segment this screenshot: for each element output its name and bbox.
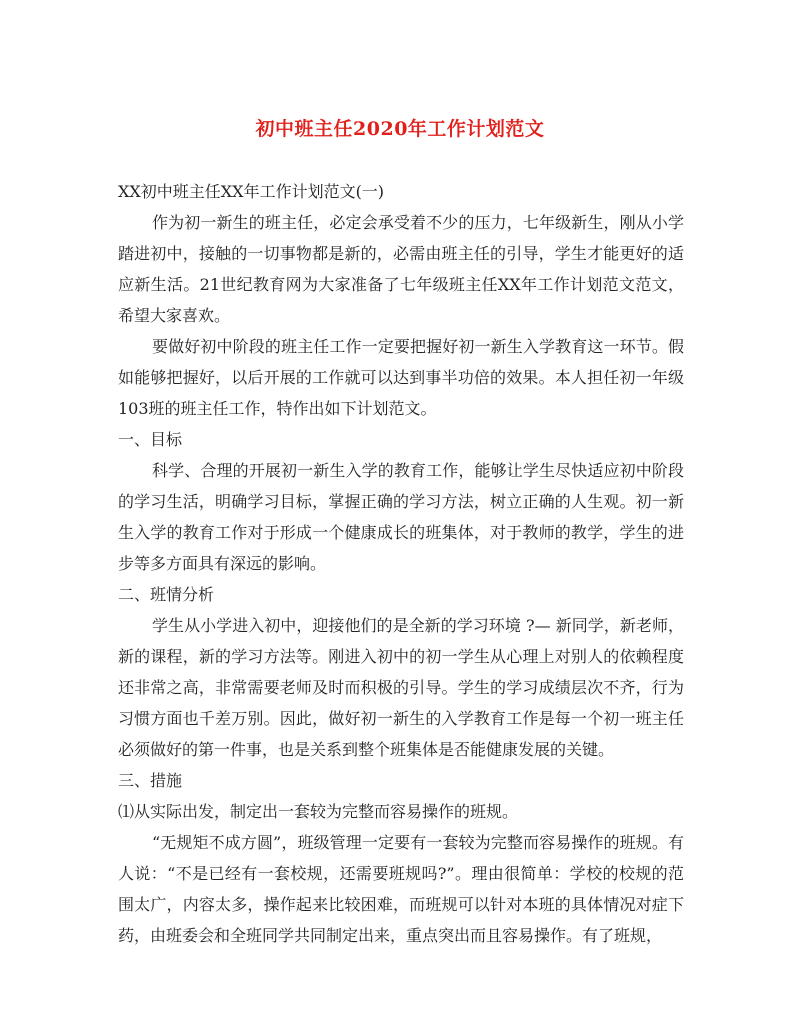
section-subtitle: XX初中班主任XX年工作计划范文(一) <box>118 182 385 201</box>
section-heading: 一、目标 <box>118 430 183 449</box>
paragraph: 要做好初中阶段的班主任工作一定要把握好初一新生入学教育这一环节。假如能够把握好，以后开展的工作就可以达到事半功倍的效果。本人担任初一年级103班的班主任工作，特作出如下计划范文。 <box>118 337 684 418</box>
document-title: 初中班主任2020年工作计划范文 <box>255 118 545 140</box>
paragraph: 学生从小学进入初中，迎接他们的是全新的学习环境 ?— 新同学，新老师，新的课程，新的学习方法等。刚进入初中的初一学生从心理上对别人的依赖程度还非常之高，非常需要老师及时而积极的引导。学生的学习成绩层次不齐，行为习惯方面也千差万别。因此，做好初一新生的入学教育工作是每一个初一班主任必须做好的第一件事，也是关系到整个班集体是否能健康发展的关键。 <box>118 616 684 759</box>
paragraph: “无规矩不成方圆”，班级管理一定要有一套较为完整而容易操作的班规。有人说：“不是已经有一套校规，还需要班规吗?”。理由很简单：学校的校规的范围太广，内容太多，操作起来比较困难，而班规可以针对本班的具体情况对症下药，由班委会和全班同学共同制定出来，重点突出而且容易操作。有了班规， <box>118 833 684 945</box>
document-body <box>118 176 684 951</box>
subsection-heading: ⑴从实际出发，制定出一套较为完整而容易操作的班规。 <box>118 802 519 821</box>
section-heading: 二、班情分析 <box>118 585 215 604</box>
paragraph: 作为初一新生的班主任，必定会承受着不少的压力，七年级新生，刚从小学踏进初中，接触的一切事物都是新的，必需由班主任的引导，学生才能更好的适应新生活。21世纪教育网为大家准备了七年级班主任XX年工作计划范文范文，希望大家喜欢。 <box>118 213 684 325</box>
section-heading: 三、措施 <box>118 771 183 790</box>
paragraph: 科学、合理的开展初一新生入学的教育工作，能够让学生尽快适应初中阶段的学习生活，明确学习目标，掌握正确的学习方法，树立正确的人生观。初一新生入学的教育工作对于形成一个健康成长的班集体，对于教师的教学，学生的进步等多方面具有深远的影响。 <box>118 461 684 573</box>
